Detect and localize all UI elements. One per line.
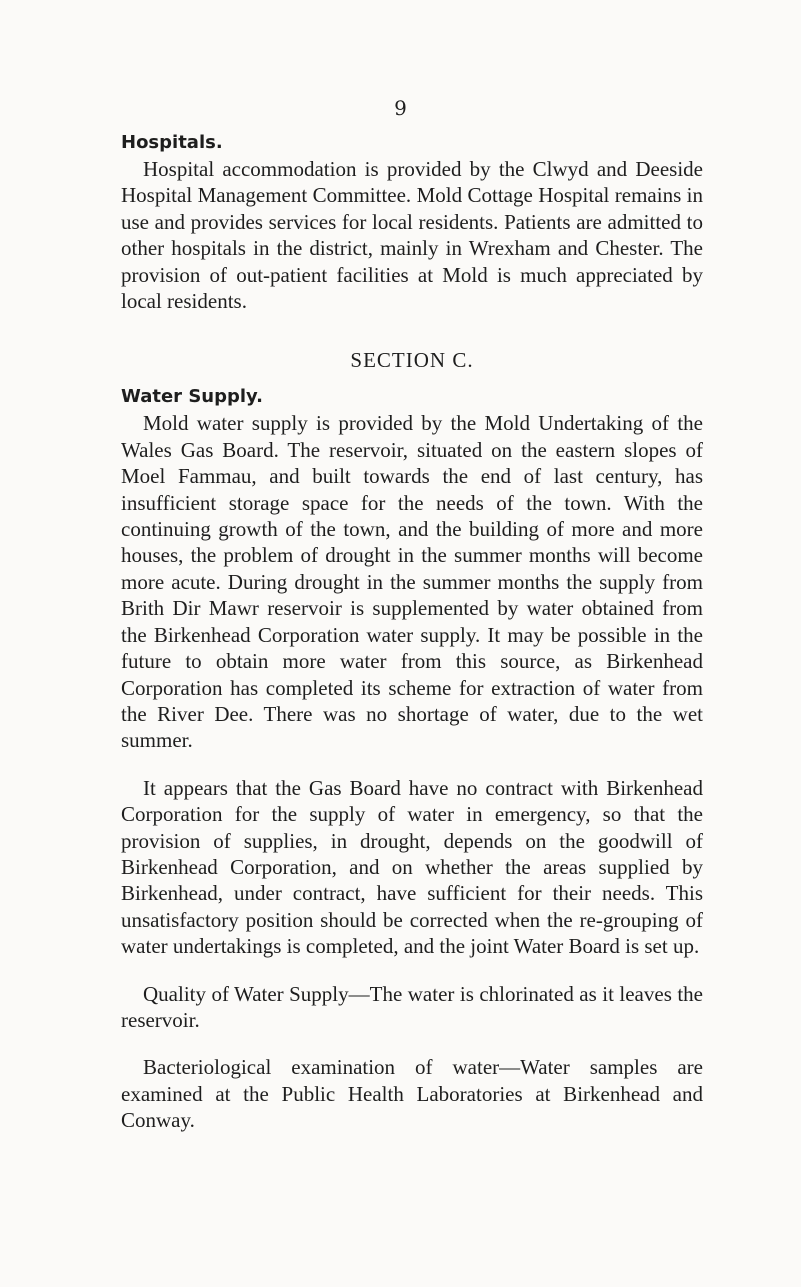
water-quality-paragraph: Quality of Water Supply—The water is chlorinated as it leaves the reservoir. [121, 981, 703, 1032]
water-supply-paragraph: Mold water supply is provided by the Mold Undertaking of the Wales Gas Board. The reservoir, situated on the eastern slopes of Moel Fammau, and built towards the end of last century, has insufficient storage space for the needs of the town. With the continuing growth of the town, and the building of more and more houses, the problem of drought in the summer months will become more acute. During drought in the summer months the supply from Brith Dir Mawr reservoir is supplemented by water obtained from the Birkenhead Corporation water supply. It may be possible in the future to obtain more water from this source, as Birkenhead Corporation has completed its scheme for extraction of water from the River Dee. There was no shortage of water, due to the wet summer. [121, 411, 703, 753]
hospitals-heading: Hospitals. [121, 132, 223, 153]
page-content [121, 130, 703, 1134]
page-number: 9 [394, 96, 407, 120]
water-supply-paragraph: It appears that the Gas Board have no contract with Birkenhead Corporation for the supply of water in emergency, so that the provision of supplies, in drought, depends on the goodwill of Birkenhead Corporation, and on whether the areas supplied by Birkenhead, under contract, have sufficient for their needs. This unsatisfactory position should be corrected when the re-grouping of water undertakings is completed, and the joint Water Board is set up. [121, 775, 703, 959]
water-supply-heading: Water Supply. [121, 386, 263, 408]
hospitals-paragraph: Hospital accommodation is provided by the Clwyd and Deeside Hospital Management Committee. Mold Cottage Hospital remains in use and provides services for local residents. Patients are admitted to other hospitals in the district, mainly in Wrexham and Chester. The provision of out-patient facilities at Mold is much appreciated by local residents. [121, 157, 703, 314]
section-title: SECTION C. [350, 348, 474, 373]
bacteriological-paragraph: Bacteriological examination of water—Water samples are examined at the Public Health Laboratories at Birkenhead and Conway. [121, 1055, 703, 1133]
